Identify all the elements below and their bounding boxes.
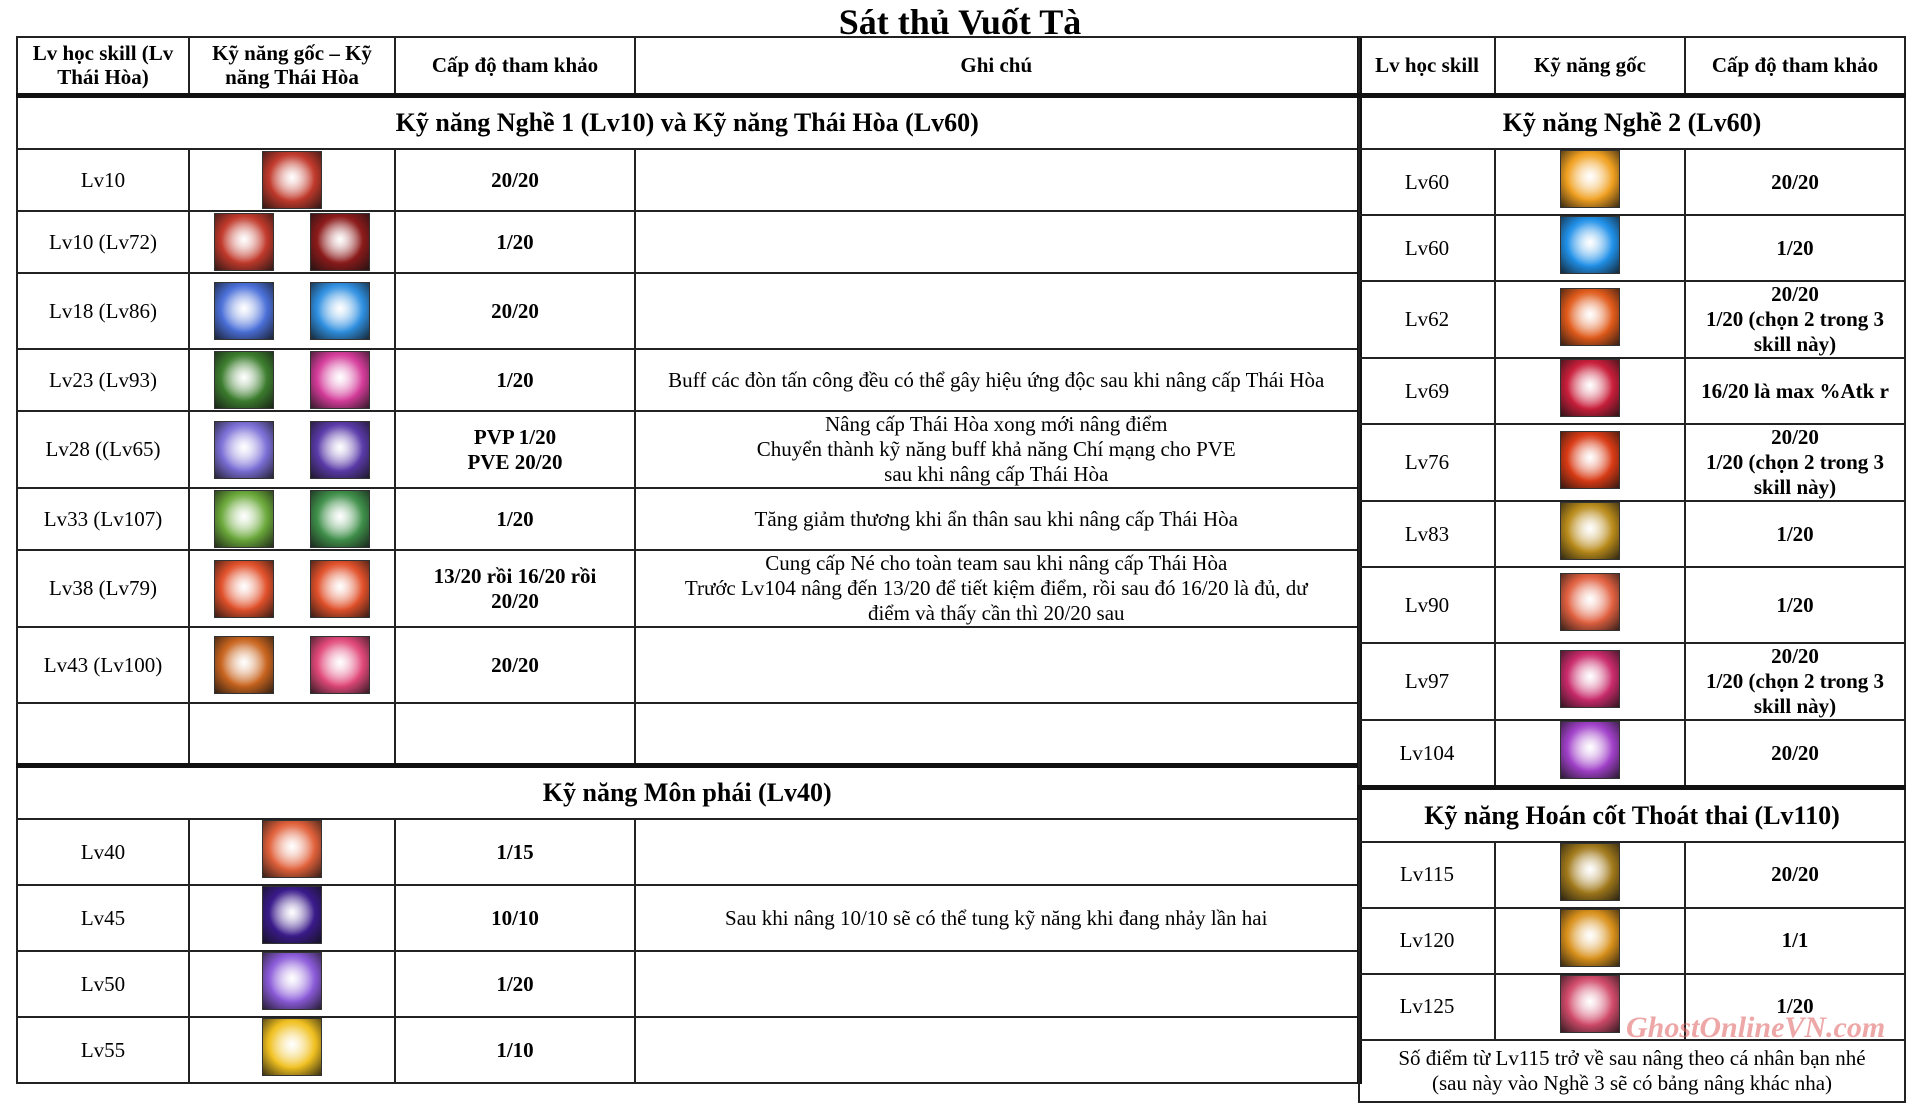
right-header-1: Kỹ năng gốc [1495, 37, 1685, 95]
note-cell: Tăng giảm thương khi ẩn thân sau khi nâng cấp Thái Hòa [635, 488, 1359, 550]
skill-level-cell: Lv45 [17, 885, 189, 951]
table-row [17, 1017, 1359, 1083]
skill-level-cell: Lv62 [1359, 281, 1495, 358]
explosion-icon [214, 636, 274, 694]
left-header-3: Ghi chú [635, 37, 1359, 95]
note-cell [635, 211, 1359, 273]
red-burst-icon [1560, 359, 1620, 417]
violet-slash-icon [262, 952, 322, 1010]
table-row [17, 951, 1359, 1017]
note-cell: Cung cấp Né cho toàn team sau khi nâng cấp Thái Hòa Trước Lv104 nâng đến 13/20 để tiết kiệm điểm, rồi sau đó 16/20 là đủ, dư điểm và thấy cần thì 20/20 sau [635, 550, 1359, 627]
table-row [17, 411, 1359, 488]
note-cell [635, 819, 1359, 885]
skill-level-cell [17, 703, 189, 765]
claw-icon [214, 213, 274, 271]
skill-icons-cell [189, 149, 395, 211]
note-cell [635, 627, 1359, 703]
skill-icon-cell [1495, 643, 1685, 720]
footer-note: Số điểm từ Lv115 trở về sau nâng theo cá nhân bạn nhé (sau này vào Nghề 3 sẽ có bảng nâng khác nha) [1359, 1040, 1905, 1102]
skill-level-cell: Lv40 [17, 819, 189, 885]
skull-icon [310, 351, 370, 409]
demon-mask-icon [310, 213, 370, 271]
skill-level-cell: Lv55 [17, 1017, 189, 1083]
note-cell: Nâng cấp Thái Hòa xong mới nâng điểm Chuyển thành kỹ năng buff khả năng Chí mạng cho PVE sau khi nâng cấp Thái Hòa [635, 411, 1359, 488]
skill-level-cell: Lv60 [1359, 149, 1495, 215]
skill-level-cell: Lv69 [1359, 358, 1495, 424]
note-cell [635, 149, 1359, 211]
skill-level-cell: Lv33 (Lv107) [17, 488, 189, 550]
gold-wheel-icon [1560, 502, 1620, 560]
skill-level-cell: Lv18 (Lv86) [17, 273, 189, 349]
skill-level-cell: Lv115 [1359, 842, 1495, 908]
golden-aura-icon [1560, 150, 1620, 208]
table-row [17, 211, 1359, 273]
skill-level-cell: Lv76 [1359, 424, 1495, 501]
skill-level-cell: Lv60 [1359, 215, 1495, 281]
goblin-icon [214, 351, 274, 409]
skill-icons-cell [189, 211, 395, 273]
skill-level-cell: Lv97 [1359, 643, 1495, 720]
left-header-0: Lv học skill (Lv Thái Hòa) [17, 37, 189, 95]
dark-ring-icon [262, 886, 322, 944]
skill-icon-cell [189, 885, 395, 951]
reference-level-cell: 1/20 [1685, 215, 1905, 281]
table-row [1359, 501, 1905, 567]
skill-icon-cell [1495, 424, 1685, 501]
table-row [1359, 842, 1905, 908]
gold-ring-icon [1560, 909, 1620, 967]
skill-level-cell: Lv28 ((Lv65) [17, 411, 189, 488]
skill-icon-cell [1495, 720, 1685, 788]
reference-level-cell [395, 703, 635, 765]
left-header-1: Kỹ năng gốc – Kỹ năng Thái Hòa [189, 37, 395, 95]
skill-icon-cell [1495, 281, 1685, 358]
note-cell [635, 951, 1359, 1017]
skill-icons-cell [189, 411, 395, 488]
reference-level-cell: 1/15 [395, 819, 635, 885]
reference-level-cell: 1/20 [395, 349, 635, 411]
note-cell [635, 1017, 1359, 1083]
reference-level-cell: 1/20 [395, 951, 635, 1017]
leaves-icon [214, 490, 274, 548]
reference-level-cell: 1/20 [395, 211, 635, 273]
table-row [1359, 424, 1905, 501]
reference-level-cell: 1/20 [1685, 974, 1905, 1040]
section-job2 [1359, 95, 1905, 149]
right-header-2: Cấp độ tham khảo [1685, 37, 1905, 95]
reference-level-cell: 20/20 [395, 273, 635, 349]
note-cell: Sau khi nâng 10/10 sẽ có thể tung kỹ năng khi đang nhảy lần hai [635, 885, 1359, 951]
skill-icons-cell [189, 627, 395, 703]
reference-level-cell: PVP 1/20 PVE 20/20 [395, 411, 635, 488]
skill-level-cell: Lv83 [1359, 501, 1495, 567]
note-cell [635, 703, 1359, 765]
section-rebirth [1359, 788, 1905, 842]
table-row [1359, 908, 1905, 974]
golden-lotus-icon [262, 1018, 322, 1076]
purple-orb-icon [1560, 721, 1620, 779]
fire-claw-icon [1560, 288, 1620, 346]
forest-icon [310, 490, 370, 548]
table-row [1359, 215, 1905, 281]
reference-level-cell: 10/10 [395, 885, 635, 951]
table-row [17, 488, 1359, 550]
left-header-row [17, 37, 1359, 95]
table-row [17, 550, 1359, 627]
reference-level-cell: 20/20 1/20 (chọn 2 trong 3 skill này) [1685, 424, 1905, 501]
reference-level-cell: 13/20 rồi 16/20 rồi 20/20 [395, 550, 635, 627]
skill-level-cell: Lv10 (Lv72) [17, 211, 189, 273]
reference-level-cell: 20/20 [395, 149, 635, 211]
watermark: GhostOnlineVN.com [1626, 1011, 1886, 1044]
red-claw-icon [1560, 975, 1620, 1033]
table-row [1359, 720, 1905, 788]
reference-level-cell: 1/1 [1685, 908, 1905, 974]
skill-icon-cell [1495, 215, 1685, 281]
section-job1-title: Kỹ năng Nghề 1 (Lv10) và Kỹ năng Thái Hòa (Lv60) [17, 95, 1359, 149]
skill-icon-cell [1495, 908, 1685, 974]
reference-level-cell: 20/20 [1685, 842, 1905, 908]
table-row [17, 819, 1359, 885]
table-row [17, 703, 1359, 765]
skill-level-cell: Lv23 (Lv93) [17, 349, 189, 411]
reference-level-cell: 1/20 [395, 488, 635, 550]
reference-level-cell: 20/20 1/20 (chọn 2 trong 3 skill này) [1685, 281, 1905, 358]
left-table [16, 36, 1362, 1084]
table-row [1359, 281, 1905, 358]
reference-level-cell: 20/20 [395, 627, 635, 703]
hand-icon [262, 820, 322, 878]
skill-icons-cell [189, 550, 395, 627]
table-row [17, 149, 1359, 211]
reference-level-cell: 1/20 [1685, 567, 1905, 643]
skill-icon-cell [1495, 842, 1685, 908]
reference-level-cell: 20/20 1/20 (chọn 2 trong 3 skill này) [1685, 643, 1905, 720]
note-cell: Buff các đòn tấn công đều có thể gây hiệu ứng độc sau khi nâng cấp Thái Hòa [635, 349, 1359, 411]
table-row [1359, 358, 1905, 424]
skill-icons-cell [189, 273, 395, 349]
note-cell [635, 273, 1359, 349]
section-job2-title: Kỹ năng Nghề 2 (Lv60) [1359, 95, 1905, 149]
table-row [1359, 643, 1905, 720]
table-row [17, 349, 1359, 411]
footer-row [1359, 1040, 1905, 1102]
reference-level-cell: 20/20 [1685, 149, 1905, 215]
skill-icon-cell [1495, 567, 1685, 643]
reference-level-cell: 1/20 [1685, 501, 1905, 567]
skill-sheet [16, 36, 1904, 1095]
skill-icon-cell [1495, 501, 1685, 567]
left-header-2: Cấp độ tham khảo [395, 37, 635, 95]
right-header-row [1359, 37, 1905, 95]
right-table [1358, 36, 1906, 1103]
skill-icons-cell [189, 349, 395, 411]
magenta-strike-icon [1560, 650, 1620, 708]
right-header-0: Lv học skill [1359, 37, 1495, 95]
blue-slash-icon [310, 282, 370, 340]
fire-dash-icon [310, 560, 370, 618]
reference-level-cell: 16/20 là max %Atk r [1685, 358, 1905, 424]
section-faction [17, 765, 1359, 819]
claw-icon [262, 151, 322, 209]
break-rune-icon [310, 421, 370, 479]
skill-level-cell: Lv104 [1359, 720, 1495, 788]
fire-wave-icon [1560, 431, 1620, 489]
blue-aura-icon [1560, 216, 1620, 274]
crystal-icon [214, 421, 274, 479]
section-job1 [17, 95, 1359, 149]
skill-level-cell: Lv120 [1359, 908, 1495, 974]
table-row [17, 273, 1359, 349]
fire-dash-icon [214, 560, 274, 618]
skill-icons-cell [189, 488, 395, 550]
skill-icon-cell [189, 951, 395, 1017]
reference-level-cell: 20/20 [1685, 720, 1905, 788]
table-row [1359, 567, 1905, 643]
table-row [17, 627, 1359, 703]
skill-level-cell: Lv50 [17, 951, 189, 1017]
skill-level-cell: Lv38 (Lv79) [17, 550, 189, 627]
skill-level-cell: Lv10 [17, 149, 189, 211]
shadow-figure-icon [1560, 843, 1620, 901]
claw-blue-icon [214, 282, 274, 340]
page-title: Sát thủ Vuốt Tà [838, 2, 1082, 42]
skill-icon-cell [1495, 149, 1685, 215]
twin-figure-icon [1560, 573, 1620, 631]
skill-level-cell: Lv125 [1359, 974, 1495, 1040]
table-row [1359, 149, 1905, 215]
pink-slash-icon [310, 636, 370, 694]
section-rebirth-title: Kỹ năng Hoán cốt Thoát thai (Lv110) [1359, 788, 1905, 842]
skill-icon-cell [189, 1017, 395, 1083]
skill-icons-cell [189, 703, 395, 765]
reference-level-cell: 1/10 [395, 1017, 635, 1083]
section-faction-title: Kỹ năng Môn phái (Lv40) [17, 765, 1359, 819]
skill-level-cell: Lv90 [1359, 567, 1495, 643]
skill-icon-cell [189, 819, 395, 885]
skill-level-cell: Lv43 (Lv100) [17, 627, 189, 703]
table-row [17, 885, 1359, 951]
skill-icon-cell [1495, 358, 1685, 424]
